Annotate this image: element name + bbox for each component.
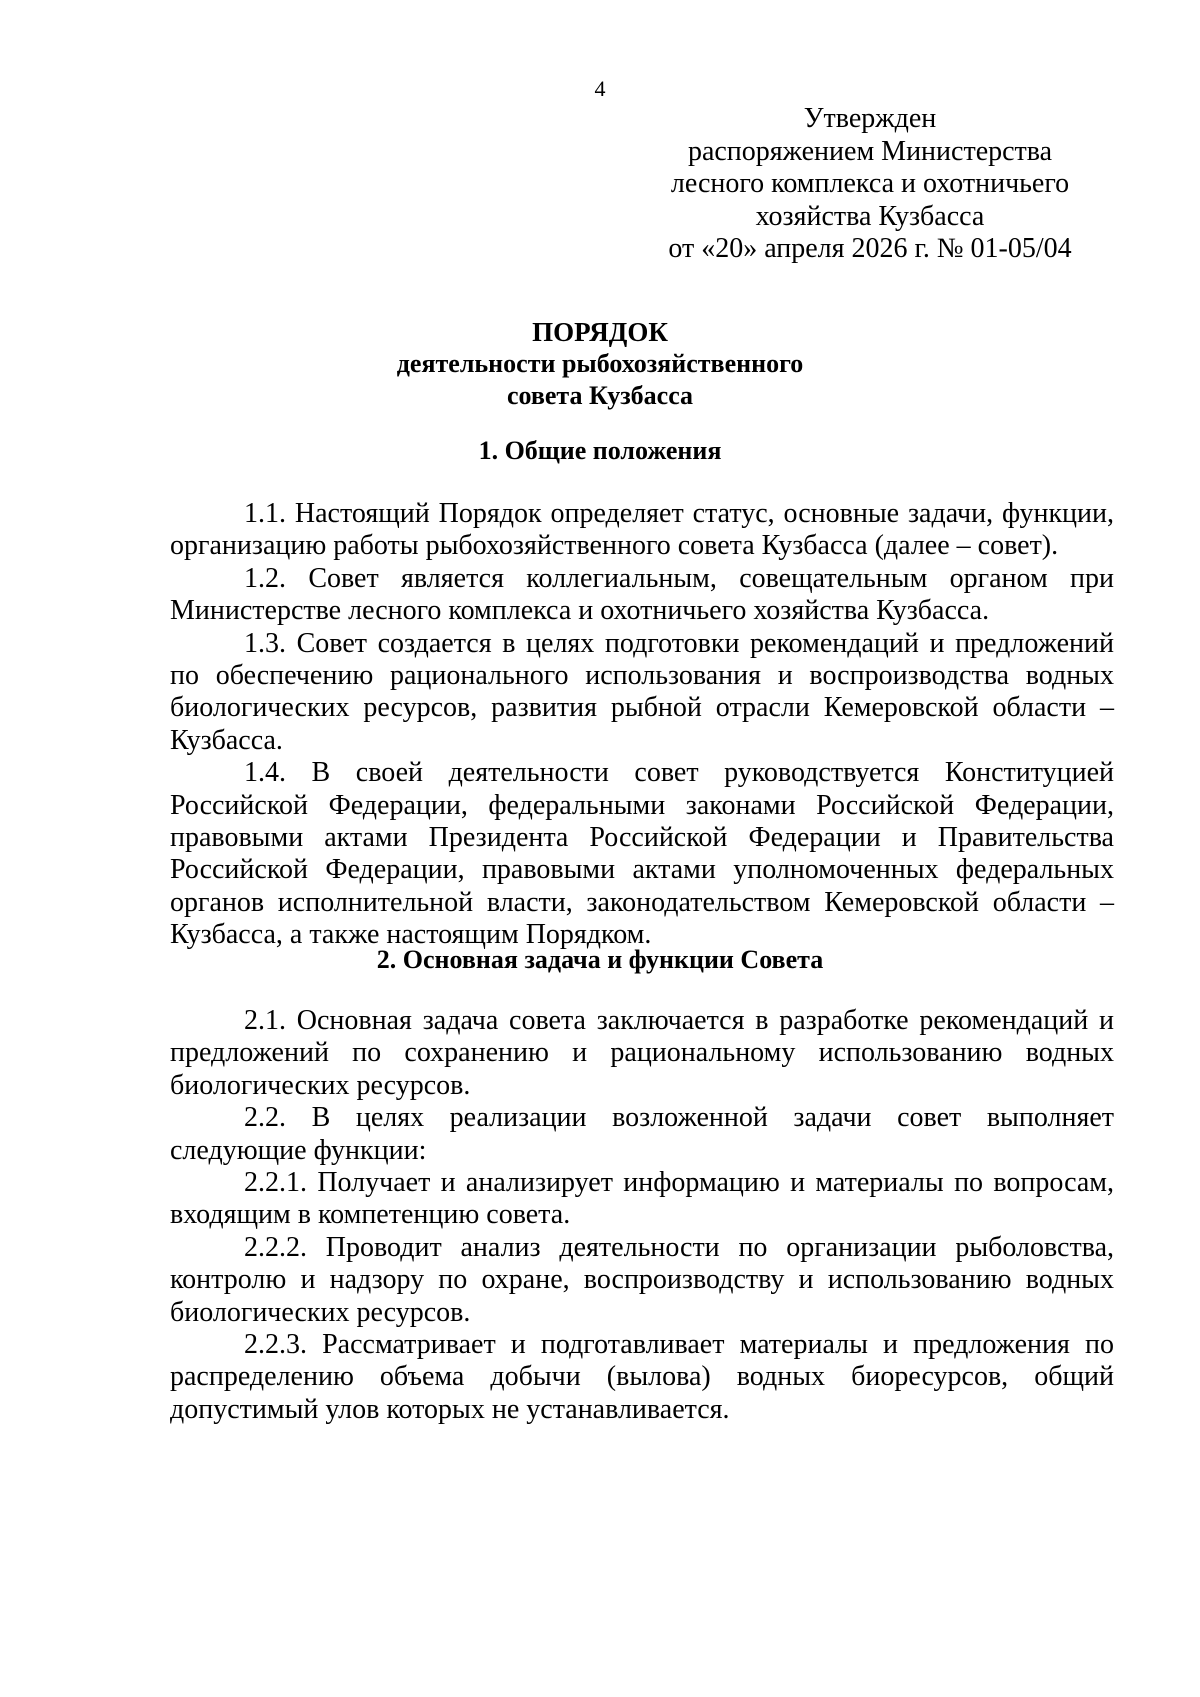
document-subtitle-line: деятельности рыбохозяйственного <box>396 349 804 378</box>
approval-stamp <box>640 103 1100 266</box>
section-1-heading: 1. Общие положения <box>478 436 722 465</box>
section-2-body <box>170 1005 1114 1426</box>
approval-line: хозяйства Кузбасса <box>755 200 985 232</box>
approval-line: от «20» апреля 2026 г. № 01-05/04 <box>668 233 1072 264</box>
document-title-block <box>0 316 1200 412</box>
paragraph-2-1: 2.1. Основная задача совета заключается в разработке рекомендаций и предложений по сохранению и рациональному использованию водных биологических ресурсов. <box>170 1005 1114 1101</box>
paragraph-1-3: 1.3. Совет создается в целях подготовки рекомендаций и предложений по обеспечению рационального использования и воспроизводства водных биологических ресурсов, развития рыбной отрасли Кемеровской области – Кузбасса. <box>170 627 1114 756</box>
paragraph-1-4: 1.4. В своей деятельности совет руководствуется Конституцией Российской Федерации, федеральными законами Российской Федерации, правовыми актами Президента Российской Федерации и Правительства Российской Федерации, правовыми актами уполномоченных федеральных органов исполнительной власти, законодательством Кемеровской области – Кузбасса, а также настоящим Порядком. <box>170 757 1114 951</box>
section-2-heading: 2. Основная задача и функции Совета <box>376 945 824 974</box>
page-number: 4 <box>594 76 606 101</box>
paragraph-1-1: 1.1. Настоящий Порядок определяет статус, основные задачи, функции, организацию работы рыбохозяйственного совета Кузбасса (далее – совет). <box>170 498 1114 562</box>
paragraph-1-2: 1.2. Совет является коллегиальным, совещательным органом при Министерстве лесного комплекса и охотничьего хозяйства Кузбасса. <box>170 562 1114 627</box>
section-1-body <box>170 498 1114 952</box>
paragraph-2-2-3: 2.2.3. Рассматривает и подготавливает материалы и предложения по распределению объема добычи (вылова) водных биоресурсов, общий допустимый улов которых не устанавливается. <box>170 1329 1114 1425</box>
document-title: ПОРЯДОК <box>532 317 668 347</box>
paragraph-2-2: 2.2. В целях реализации возложенной задачи совет выполняет следующие функции: <box>170 1102 1114 1166</box>
document-subtitle-line: совета Кузбасса <box>506 381 694 410</box>
approval-line: лесного комплекса и охотничьего <box>670 168 1070 199</box>
approval-line: Утвержден <box>803 103 937 134</box>
paragraph-2-2-2: 2.2.2. Проводит анализ деятельности по организации рыболовства, контролю и надзору по охране, воспроизводству и использованию водных биологических ресурсов. <box>170 1231 1114 1328</box>
approval-line: распоряжением Министерства <box>687 135 1053 167</box>
paragraph-2-2-1: 2.2.1. Получает и анализирует информацию и материалы по вопросам, входящим в компетенцию совета. <box>170 1167 1114 1231</box>
